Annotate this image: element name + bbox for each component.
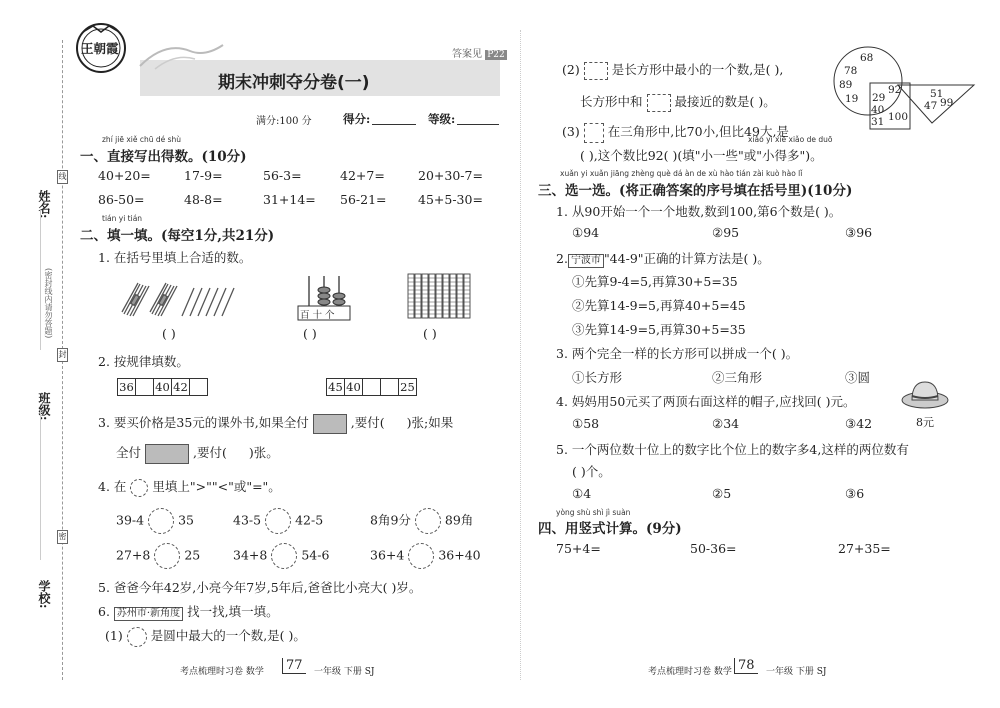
s3-q1: 1. 从90开始一个一个地数,数到100,第6个数是( )。 xyxy=(556,204,842,219)
section1-title: 一、直接写出得数。(10分) xyxy=(80,149,247,165)
footer-right-page: 78 xyxy=(734,658,758,674)
answer-page-badge: P22 xyxy=(487,50,505,60)
s1-r1c5: 20+30-7= xyxy=(418,168,483,183)
binding-notice: (密封线内请勿答题) xyxy=(44,268,53,339)
score-line xyxy=(372,124,416,125)
q4-item-6-left: 36+4 xyxy=(370,547,405,563)
sequence-box-2 xyxy=(326,378,417,396)
s4-item-1: 75+4= xyxy=(556,541,601,556)
q3-text-c: )张;如果 xyxy=(406,415,454,430)
compare-circle-4[interactable] xyxy=(154,543,180,569)
footer-left-grade: 一年级 下册 SJ xyxy=(314,667,375,677)
s3-q5: 5. 一个两位数十位上的数字比个位上的数字多4,这样的两位数有 xyxy=(556,442,909,457)
seq2-cell-4[interactable] xyxy=(381,379,399,396)
q6-2-text: 是长方形中最小的一个数,是( ), xyxy=(611,62,784,77)
answer-ref-label: 答案见 xyxy=(452,49,482,60)
q6-2-num: (2) xyxy=(562,62,580,77)
s1-r2c2: 48-8= xyxy=(184,192,223,207)
s1-r2c4: 56-21= xyxy=(340,192,387,207)
q3-text-b: ,要付( xyxy=(350,415,385,430)
seq1-cell-1: 36 xyxy=(119,380,134,394)
cube-rods-illustration xyxy=(406,272,474,322)
seq2-cell-1: 45 xyxy=(328,380,343,394)
q3-text-a: 3. 要买价格是35元的课外书,如果全付 xyxy=(98,415,309,430)
s1-r1c1: 40+20= xyxy=(98,168,151,183)
rect-num-99: 99 xyxy=(940,97,954,109)
banknote-10-icon xyxy=(145,444,189,464)
section1-pinyin: zhí jiē xiě chū dé shù xyxy=(102,135,182,144)
s3-q4-opt3[interactable]: ③42 xyxy=(845,416,873,431)
seq1-cell-4: 42 xyxy=(173,380,188,394)
s3-q2-opt1[interactable]: ①先算9-4=5,再算30+5=35 xyxy=(572,274,738,289)
q4-item-3-right: 89角 xyxy=(444,512,474,528)
q4-item-5 xyxy=(233,543,329,569)
section4-title: 四、用竖式计算。(9分) xyxy=(538,521,682,537)
q3-text-d: 全付 xyxy=(116,445,142,460)
name-line xyxy=(40,210,42,350)
circle-num-89: 89 xyxy=(839,79,853,91)
class-line xyxy=(40,410,42,560)
s3-q4: 4. 妈妈用50元买了两顶右面这样的帽子,应找回( )元。 xyxy=(556,394,856,409)
q3-text-f: )张。 xyxy=(248,445,279,460)
q4-item-6 xyxy=(370,543,481,569)
s3-q2 xyxy=(556,249,770,268)
s2-q6 xyxy=(98,602,279,621)
circle-num-19: 19 xyxy=(845,93,859,105)
s2-q4 xyxy=(98,477,281,497)
rectangle-symbol-icon xyxy=(584,62,608,80)
compare-circle-6[interactable] xyxy=(408,543,434,569)
q4-item-5-left: 34+8 xyxy=(233,547,268,563)
q4-item-4-right: 25 xyxy=(184,547,201,563)
s1-r2c5: 45+5-30= xyxy=(418,192,483,207)
s1-r1c4: 42+7= xyxy=(340,168,385,183)
name-label: 姓名: xyxy=(37,190,51,219)
s3-q2-text: "44-9"正确的计算方法是( )。 xyxy=(603,251,770,266)
s3-q3: 3. 两个完全一样的长方形可以拼成一个( )。 xyxy=(556,346,799,361)
footer-right-text: 考点梳理时习卷 数学 xyxy=(648,667,732,677)
cut-mark-seal: 封 xyxy=(57,348,68,362)
section4-pinyin: yòng shù shì jì suàn xyxy=(556,508,631,517)
s3-q2-source-tag: 宁波市 xyxy=(568,254,604,268)
hat-price: 8元 xyxy=(916,416,934,429)
q4-item-2 xyxy=(233,508,323,534)
seq2-cell-3[interactable] xyxy=(363,379,381,396)
seq1-cell-5[interactable] xyxy=(190,379,208,396)
s3-q1-opt1[interactable]: ①94 xyxy=(572,225,600,240)
score-label: 得分: xyxy=(343,112,371,126)
overlap-num-29: 29 xyxy=(872,92,886,104)
ribbon-graphic xyxy=(135,41,225,71)
s2-q6-2-line1 xyxy=(562,60,783,80)
s3-q1-opt2[interactable]: ②95 xyxy=(712,225,740,240)
q3-text-e: ,要付( xyxy=(192,445,227,460)
compare-circle-5[interactable] xyxy=(271,543,297,569)
s3-q2-opt2[interactable]: ②先算14-9=5,再算40+5=45 xyxy=(572,298,746,313)
footer-left-text: 考点梳理时习卷 数学 xyxy=(180,667,264,677)
q1-blank-cubes[interactable]: ( ) xyxy=(423,326,437,341)
q6-1-num: (1) xyxy=(105,628,123,643)
q6-1-text: 是圆中最大的一个数,是( )。 xyxy=(150,628,306,643)
class-label: 班级: xyxy=(37,392,51,421)
q4-item-5-right: 54-6 xyxy=(301,547,330,563)
shapes-figure xyxy=(832,45,982,135)
q1-blank-abacus[interactable]: ( ) xyxy=(303,326,317,341)
s3-q4-opt2[interactable]: ②34 xyxy=(712,416,740,431)
circle-num-68: 68 xyxy=(860,52,874,64)
q4-text-a: 4. 在 xyxy=(98,479,127,494)
circle-num-78: 78 xyxy=(844,65,858,77)
section3-title: 三、选一选。(将正确答案的序号填在括号里)(10分) xyxy=(538,183,853,199)
answer-reference xyxy=(452,45,507,60)
school-label: 学校: xyxy=(37,580,51,609)
q6-3-text: 在三角形中,比70小,但比49大,是 xyxy=(607,124,789,139)
compare-circle-1[interactable] xyxy=(148,508,174,534)
q6-3-num: (3) xyxy=(562,124,580,139)
q6-source-tag: 苏州市·新角度 xyxy=(114,607,183,621)
circle-symbol-icon xyxy=(127,627,147,647)
abacus-illustration xyxy=(295,272,353,322)
s2-q6-3-line2: ( ),这个数比92( )(填"小一些"或"小得多")。 xyxy=(580,148,823,163)
q4-item-2-right: 42-5 xyxy=(295,512,324,528)
q4-item-6-right: 36+40 xyxy=(438,547,481,563)
banknote-50-icon xyxy=(313,414,347,434)
overlap-num-92: 92 xyxy=(888,84,902,96)
triangle-symbol-icon xyxy=(584,123,604,143)
s3-q2-num: 2. xyxy=(556,251,568,266)
s1-r1c3: 56-3= xyxy=(263,168,302,183)
s2-q6-1 xyxy=(105,626,306,647)
section2-pinyin: tián yi tián xyxy=(102,214,143,223)
s4-item-2: 50-36= xyxy=(690,541,737,556)
s3-q5-opt1[interactable]: ①4 xyxy=(572,486,592,501)
rect-num-51: 51 xyxy=(930,88,944,100)
rectangle-symbol-icon-2 xyxy=(647,94,671,112)
seq2-cell-5: 25 xyxy=(400,380,415,394)
s2-q3-line1 xyxy=(98,413,453,434)
logo-seal xyxy=(75,22,127,74)
q4-text-b: 里填上">""<"或"="。 xyxy=(152,479,281,494)
ribbon-decoration xyxy=(135,41,225,71)
q4-item-4-left: 27+8 xyxy=(116,547,151,563)
s1-r2c1: 86-50= xyxy=(98,192,145,207)
q4-item-1-left: 39-4 xyxy=(116,512,145,528)
hat-illustration xyxy=(900,378,950,410)
seq1-cell-2[interactable] xyxy=(136,379,154,396)
cube-rods-graphic xyxy=(406,272,474,322)
overlap-num-40: 40 xyxy=(871,104,885,116)
q4-item-1-right: 35 xyxy=(178,512,194,528)
q1-blank-sticks[interactable]: ( ) xyxy=(162,326,176,341)
compare-circle-3[interactable] xyxy=(415,508,441,534)
q4-item-1 xyxy=(116,508,194,534)
s2-q1: 1. 在括号里填上合适的数。 xyxy=(98,250,252,265)
compare-circle-icon xyxy=(130,479,148,497)
sticks-graphic xyxy=(118,280,243,320)
s1-r1c2: 17-9= xyxy=(184,168,223,183)
s3-q1-opt3[interactable]: ③96 xyxy=(845,225,873,240)
seq2-cell-2: 40 xyxy=(346,380,361,394)
q4-item-3 xyxy=(370,508,473,534)
q6-2-text-d: 最接近的数是( )。 xyxy=(674,94,776,109)
rect-num-47: 47 xyxy=(924,100,938,112)
s3-q3-opt3[interactable]: ③圆 xyxy=(845,370,871,385)
s2-q2: 2. 按规律填数。 xyxy=(98,354,189,369)
stick-bundles-illustration xyxy=(118,280,243,320)
section3-pinyin: xuǎn yi xuǎn jiāng zhèng què dá àn de xù hào tián zài kuò hào lǐ xyxy=(560,169,803,178)
abacus-label: 百 十 个 xyxy=(300,310,335,321)
footer-right-grade: 一年级 下册 SJ xyxy=(766,667,827,677)
hat-icon xyxy=(900,378,950,410)
q6-text: 找一找,填一填。 xyxy=(187,604,279,619)
s3-q4-opt1[interactable]: ①58 xyxy=(572,416,600,431)
s2-q3-line2 xyxy=(116,443,279,464)
s2-q6-2-line2 xyxy=(580,92,776,112)
compare-circle-2[interactable] xyxy=(265,508,291,534)
q6-num: 6. xyxy=(98,604,110,619)
full-score: 满分:100 分 xyxy=(256,116,312,127)
q6-3-pinyin: xiǎo yì xiē xiǎo de duō xyxy=(748,135,833,144)
section2-title: 二、填一填。(每空1分,共21分) xyxy=(80,228,275,244)
s3-q2-opt3[interactable]: ③先算14-9=5,再算30+5=35 xyxy=(572,322,746,337)
sequence-box-1 xyxy=(117,378,208,396)
s1-r2c3: 31+14= xyxy=(263,192,316,207)
q4-item-3-left: 8角9分 xyxy=(370,512,411,528)
grade-label: 等级: xyxy=(428,112,456,126)
cut-mark-line: 线 xyxy=(57,170,68,184)
s3-q5-opt2[interactable]: ②5 xyxy=(712,486,732,501)
q4-item-2-left: 43-5 xyxy=(233,512,262,528)
center-fold xyxy=(520,30,521,680)
q4-item-4 xyxy=(116,543,200,569)
q6-2-text-c: 长方形中和 xyxy=(580,94,643,109)
logo-text: 王朝霞 xyxy=(81,41,119,56)
overlap-num-100: 100 xyxy=(888,111,909,123)
page-title: 期末冲刺夺分卷(一) xyxy=(218,73,370,93)
s3-q3-opt1[interactable]: ①长方形 xyxy=(572,370,623,385)
grade-line xyxy=(457,124,499,125)
s2-q5: 5. 爸爸今年42岁,小亮今年7岁,5年后,爸爸比小亮大( )岁。 xyxy=(98,580,422,595)
cut-mark-secret: 密 xyxy=(57,530,68,544)
s3-q5-opt3[interactable]: ③6 xyxy=(845,486,865,501)
s3-q5-line2: ( )个。 xyxy=(572,464,611,479)
s3-q3-opt2[interactable]: ②三角形 xyxy=(712,370,763,385)
seq1-cell-3: 40 xyxy=(155,380,170,394)
overlap-num-31: 31 xyxy=(871,116,885,128)
s4-item-3: 27+35= xyxy=(838,541,891,556)
footer-left-page: 77 xyxy=(282,658,306,674)
